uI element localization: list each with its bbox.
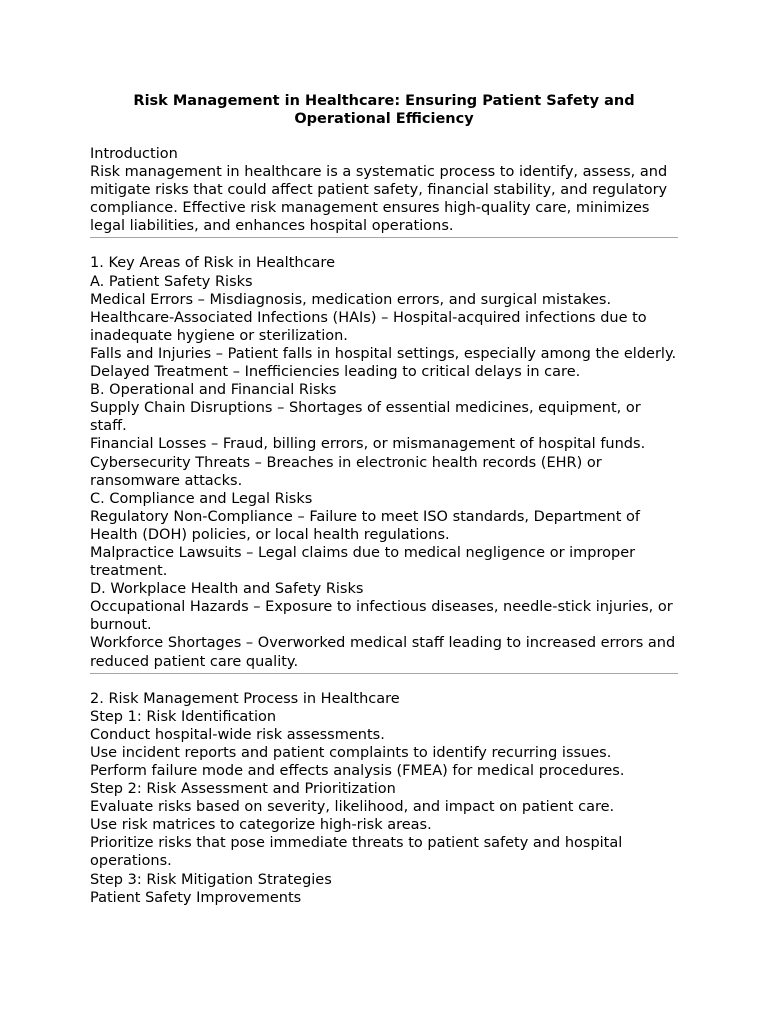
list-item: Perform failure mode and effects analysis (FMEA) for medical procedures. xyxy=(90,763,625,779)
list-item: Falls and Injuries – Patient falls in hospital settings, especially among the elderly. xyxy=(90,345,677,362)
introduction-paragraph: Risk management in healthcare is a systematic process to identify, assess, and mitigate risks that could affect patient safety, financial stability, and regulatory compliance. Effective risk management ensures high-quality care, minimizes legal liabilities, and enhances hospital operations. xyxy=(90,164,668,235)
list-item: Occupational Hazards – Exposure to infectious diseases, needle-stick injuries, or burnout. xyxy=(90,599,673,634)
list-item: Use incident reports and patient complaints to identify recurring issues. xyxy=(90,744,612,761)
list-item: Workforce Shortages – Overworked medical staff leading to increased errors and reduced patient care quality. xyxy=(90,635,676,670)
step-heading: Step 1: Risk Identification xyxy=(90,708,277,725)
process-section xyxy=(90,690,678,907)
list-item: Conduct hospital-wide risk assessments. xyxy=(90,726,385,743)
introduction-heading: Introduction xyxy=(90,146,178,162)
document-page xyxy=(90,92,678,907)
list-item: Cybersecurity Threats – Breaches in electronic health records (EHR) or ransomware attacks. xyxy=(90,454,602,489)
list-item: Regulatory Non-Compliance – Failure to meet ISO standards, Department of Health (DOH) policies, or local health regulations. xyxy=(90,508,640,543)
step-heading: Step 3: Risk Mitigation Strategies xyxy=(90,871,332,888)
section-heading: 1. Key Areas of Risk in Healthcare xyxy=(90,255,335,272)
section-divider xyxy=(90,237,678,238)
list-item: Financial Losses – Fraud, billing errors, or mismanagement of hospital funds. xyxy=(90,436,646,453)
key-areas-section xyxy=(90,254,678,670)
list-item: Malpractice Lawsuits – Legal claims due to medical negligence or improper treatment. xyxy=(90,544,636,580)
section-divider xyxy=(90,673,678,674)
list-item: Supply Chain Disruptions – Shortages of essential medicines, equipment, or staff. xyxy=(90,400,641,435)
list-item: Delayed Treatment – Inefficiencies leading to critical delays in care. xyxy=(90,364,581,381)
list-item: Patient Safety Improvements xyxy=(90,889,302,906)
list-item: Use risk matrices to categorize high-risk areas. xyxy=(90,817,432,834)
step-heading: Step 2: Risk Assessment and Prioritization xyxy=(90,781,396,798)
introduction-section xyxy=(90,145,678,235)
list-item: Healthcare-Associated Infections (HAIs) – Hospital-acquired infections due to inadequate hygiene or sterilization. xyxy=(90,309,647,344)
list-item: Prioritize risks that pose immediate threats to patient safety and hospital operations. xyxy=(90,835,623,870)
subsection-heading: D. Workplace Health and Safety Risks xyxy=(90,581,364,598)
subsection-heading: A. Patient Safety Risks xyxy=(90,273,253,290)
list-item: Evaluate risks based on severity, likelihood, and impact on patient care. xyxy=(90,799,615,816)
list-item: Medical Errors – Misdiagnosis, medication errors, and surgical mistakes. xyxy=(90,291,612,308)
subsection-heading: C. Compliance and Legal Risks xyxy=(90,490,313,507)
subsection-heading: B. Operational and Financial Risks xyxy=(90,382,337,399)
document-title: Risk Management in Healthcare: Ensuring Patient Safety and Operational Efficiency xyxy=(133,93,635,127)
section-heading: 2. Risk Management Process in Healthcare xyxy=(90,690,400,707)
